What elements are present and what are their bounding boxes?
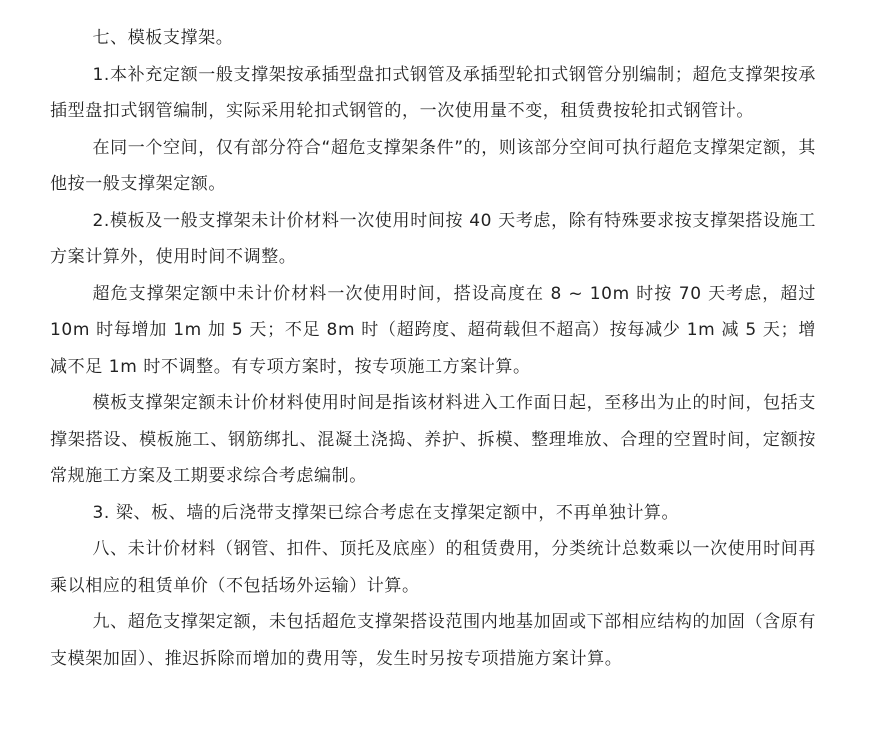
section-heading-7: 七、模板支撑架。	[92, 28, 234, 48]
paragraph-super-dangerous-time: 超危支撑架定额中未计价材料一次使用时间，搭设高度在 8 ~ 10m 时按 70 天考虑，超过 10m 时每增加 1m 加 5 天；不足 8m 时（超跨度、超荷载但不超高）按每减少 1m 减 5 天；增减不足 1m 时不调整。有专项方案时，按专项施工方案计算。	[50, 283, 816, 377]
paragraph-item-1: 1.本补充定额一般支撑架按承插型盘扣式钢管及承插型轮扣式钢管分别编制；超危支撑架按承插型盘扣式钢管编制，实际采用轮扣式钢管的，一次使用量不变，租赁费按轮扣式钢管计。	[50, 64, 816, 121]
paragraph-same-space: 在同一个空间，仅有部分符合“超危支撑架条件”的，则该部分空间可执行超危支撑架定额，其他按一般支撑架定额。	[50, 137, 816, 194]
section-heading-8: 八、未计价材料（钢管、扣件、顶托及底座）的租赁费用，分类统计总数乘以一次使用时间再乘以相应的租赁单价（不包括场外运输）计算。	[50, 539, 816, 596]
paragraph-item-2: 2.模板及一般支撑架未计价材料一次使用时间按 40 天考虑，除有特殊要求按支撑架搭设施工方案计算外，使用时间不调整。	[50, 210, 816, 267]
section-heading-9: 九、超危支撑架定额，未包括超危支撑架搭设范围内地基加固或下部相应结构的加固（含原有支模架加固）、推迟拆除而增加的费用等，发生时另按专项措施方案计算。	[50, 612, 816, 669]
paragraph-item-3: 3. 梁、板、墙的后浇带支撑架已综合考虑在支撑架定额中，不再单独计算。	[92, 502, 680, 523]
paragraph-usage-time-definition: 模板支撑架定额未计价材料使用时间是指该材料进入工作面日起，至移出为止的时间，包括支撑架搭设、模板施工、钢筋绑扎、混凝土浇捣、养护、拆模、整理堆放、合理的空置时间，定额按常规施工方案及工期要求综合考虑编制。	[50, 393, 816, 486]
